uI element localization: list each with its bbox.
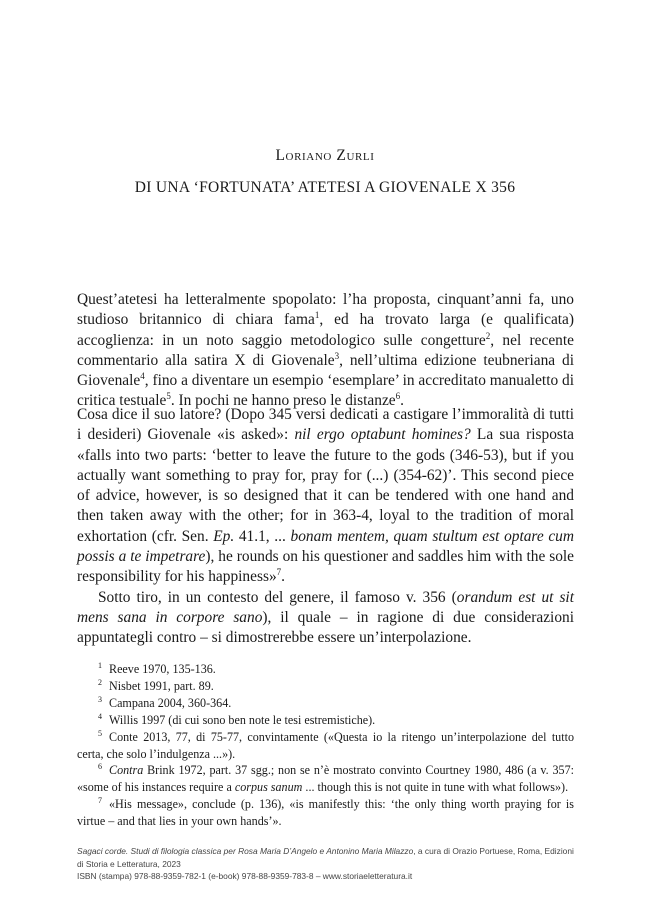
author-name: Loriano Zurli bbox=[275, 147, 375, 164]
footnote-ref-7[interactable]: 7 bbox=[276, 567, 282, 578]
publication-footer bbox=[77, 845, 574, 883]
footnote-3: 3 Campana 2004, 360-364. bbox=[98, 694, 232, 710]
footer-citation: Sagaci corde. Studi di filologia classica per Rosa Maria D’Angelo e Antonino Maria Milazzo, a cura di Orazio Portuese, Roma, Edizioni di Storia e Letteratura, 2023 bbox=[77, 846, 574, 869]
paragraph-1: Quest’atetesi ha letteralmente spopolato: l’ha proposta, cinquant’anni fa, uno studioso britannico di chiara fama$^1$, ed ha trovato larga (e qualificata) accoglienza: in un noto saggio metodologico sulle congetture$^2$, nel recente commentario alla satira X di Giovenale$^3$, nell’ultima edizione teubneriana di Giovenale$^4$, fino a diventare un esempio ‘esemplare’ in accreditato manualetto di critica testuale$^5$. In pochi ne hanno preso le distanze$^6$. bbox=[77, 291, 575, 410]
footnote-5: 5 Conte 2013, 77, di 75-77, convintamente («Questa io la ritengo un’interpolazione del tutto certa, che solo l’indulgenza ...»). bbox=[77, 728, 574, 761]
footnote-6: 6 Contra Brink 1972, part. 37 sgg.; non se n’è mostrato convinto Courtney 1980, 486 (a v. 357: «some of his instances require a corpus sanum ... though this is not quite in tune with what follows»). bbox=[77, 762, 574, 795]
footnote-ref-5[interactable]: 5 bbox=[166, 391, 171, 402]
footnote-ref-2[interactable]: 2 bbox=[485, 330, 491, 341]
footnote-ref-6[interactable]: 6 bbox=[395, 391, 401, 402]
footnote-1: 1 Reeve 1970, 135-136. bbox=[98, 660, 216, 676]
footer-isbn: ISBN (stampa) 978-88-9359-782-1 (e-book) 978-88-9359-783-8 – www.storiaeletteratura.it bbox=[77, 871, 413, 881]
paragraph-3: Sotto tiro, in un contesto del genere, il famoso v. 356 (orandum est ut sit mens sana in corpore sano), il quale – in ragione di due considerazioni appuntategli contro – si dimostrerebbe essere un’interpolazione. bbox=[77, 588, 574, 647]
footnote-ref-3[interactable]: 3 bbox=[334, 350, 340, 361]
paragraph-2: Cosa dice il suo latore? (Dopo 345 versi dedicati a castigare l’immoralità di tutti i desideri) Giovenale «is asked»: nil ergo optabunt homines? La sua risposta «falls into two parts: ‘better to leave the future to the gods (346-53), but if you actually want something to pray for, pray for (...) (354-62)’. This second piece of advice, however, is so designed that it can be tendered with one hand and then taken away with the other; for in 363-4, loyal to the tradition of moral exhortation (cfr. Sen. Ep. 41.1, ... bonam mentem, quam stultum est optare cum possis a te impetrare), he rounds on his questioner and saddles him with the sole responsibility for his happiness»$^7$. bbox=[77, 406, 575, 586]
footnote-ref-1[interactable]: 1 bbox=[314, 310, 320, 321]
footnote-ref-4[interactable]: 4 bbox=[140, 371, 145, 382]
article-title: DI UNA ‘FORTUNATA’ ATETESI A GIOVENALE X 356 bbox=[134, 179, 516, 196]
footnotes bbox=[77, 661, 574, 830]
footnote-7: 7 «His message», conclude (p. 136), «is manifestly this: ‘the only thing worth praying for is virtue – and that lies in your own hands’». bbox=[77, 796, 574, 829]
paragraph-2-container bbox=[77, 405, 574, 649]
footnote-2: 2 Nisbet 1991, part. 89. bbox=[98, 677, 214, 693]
footnote-4: 4 Willis 1997 (di cui sono ben note le tesi estremistiche). bbox=[98, 711, 376, 727]
